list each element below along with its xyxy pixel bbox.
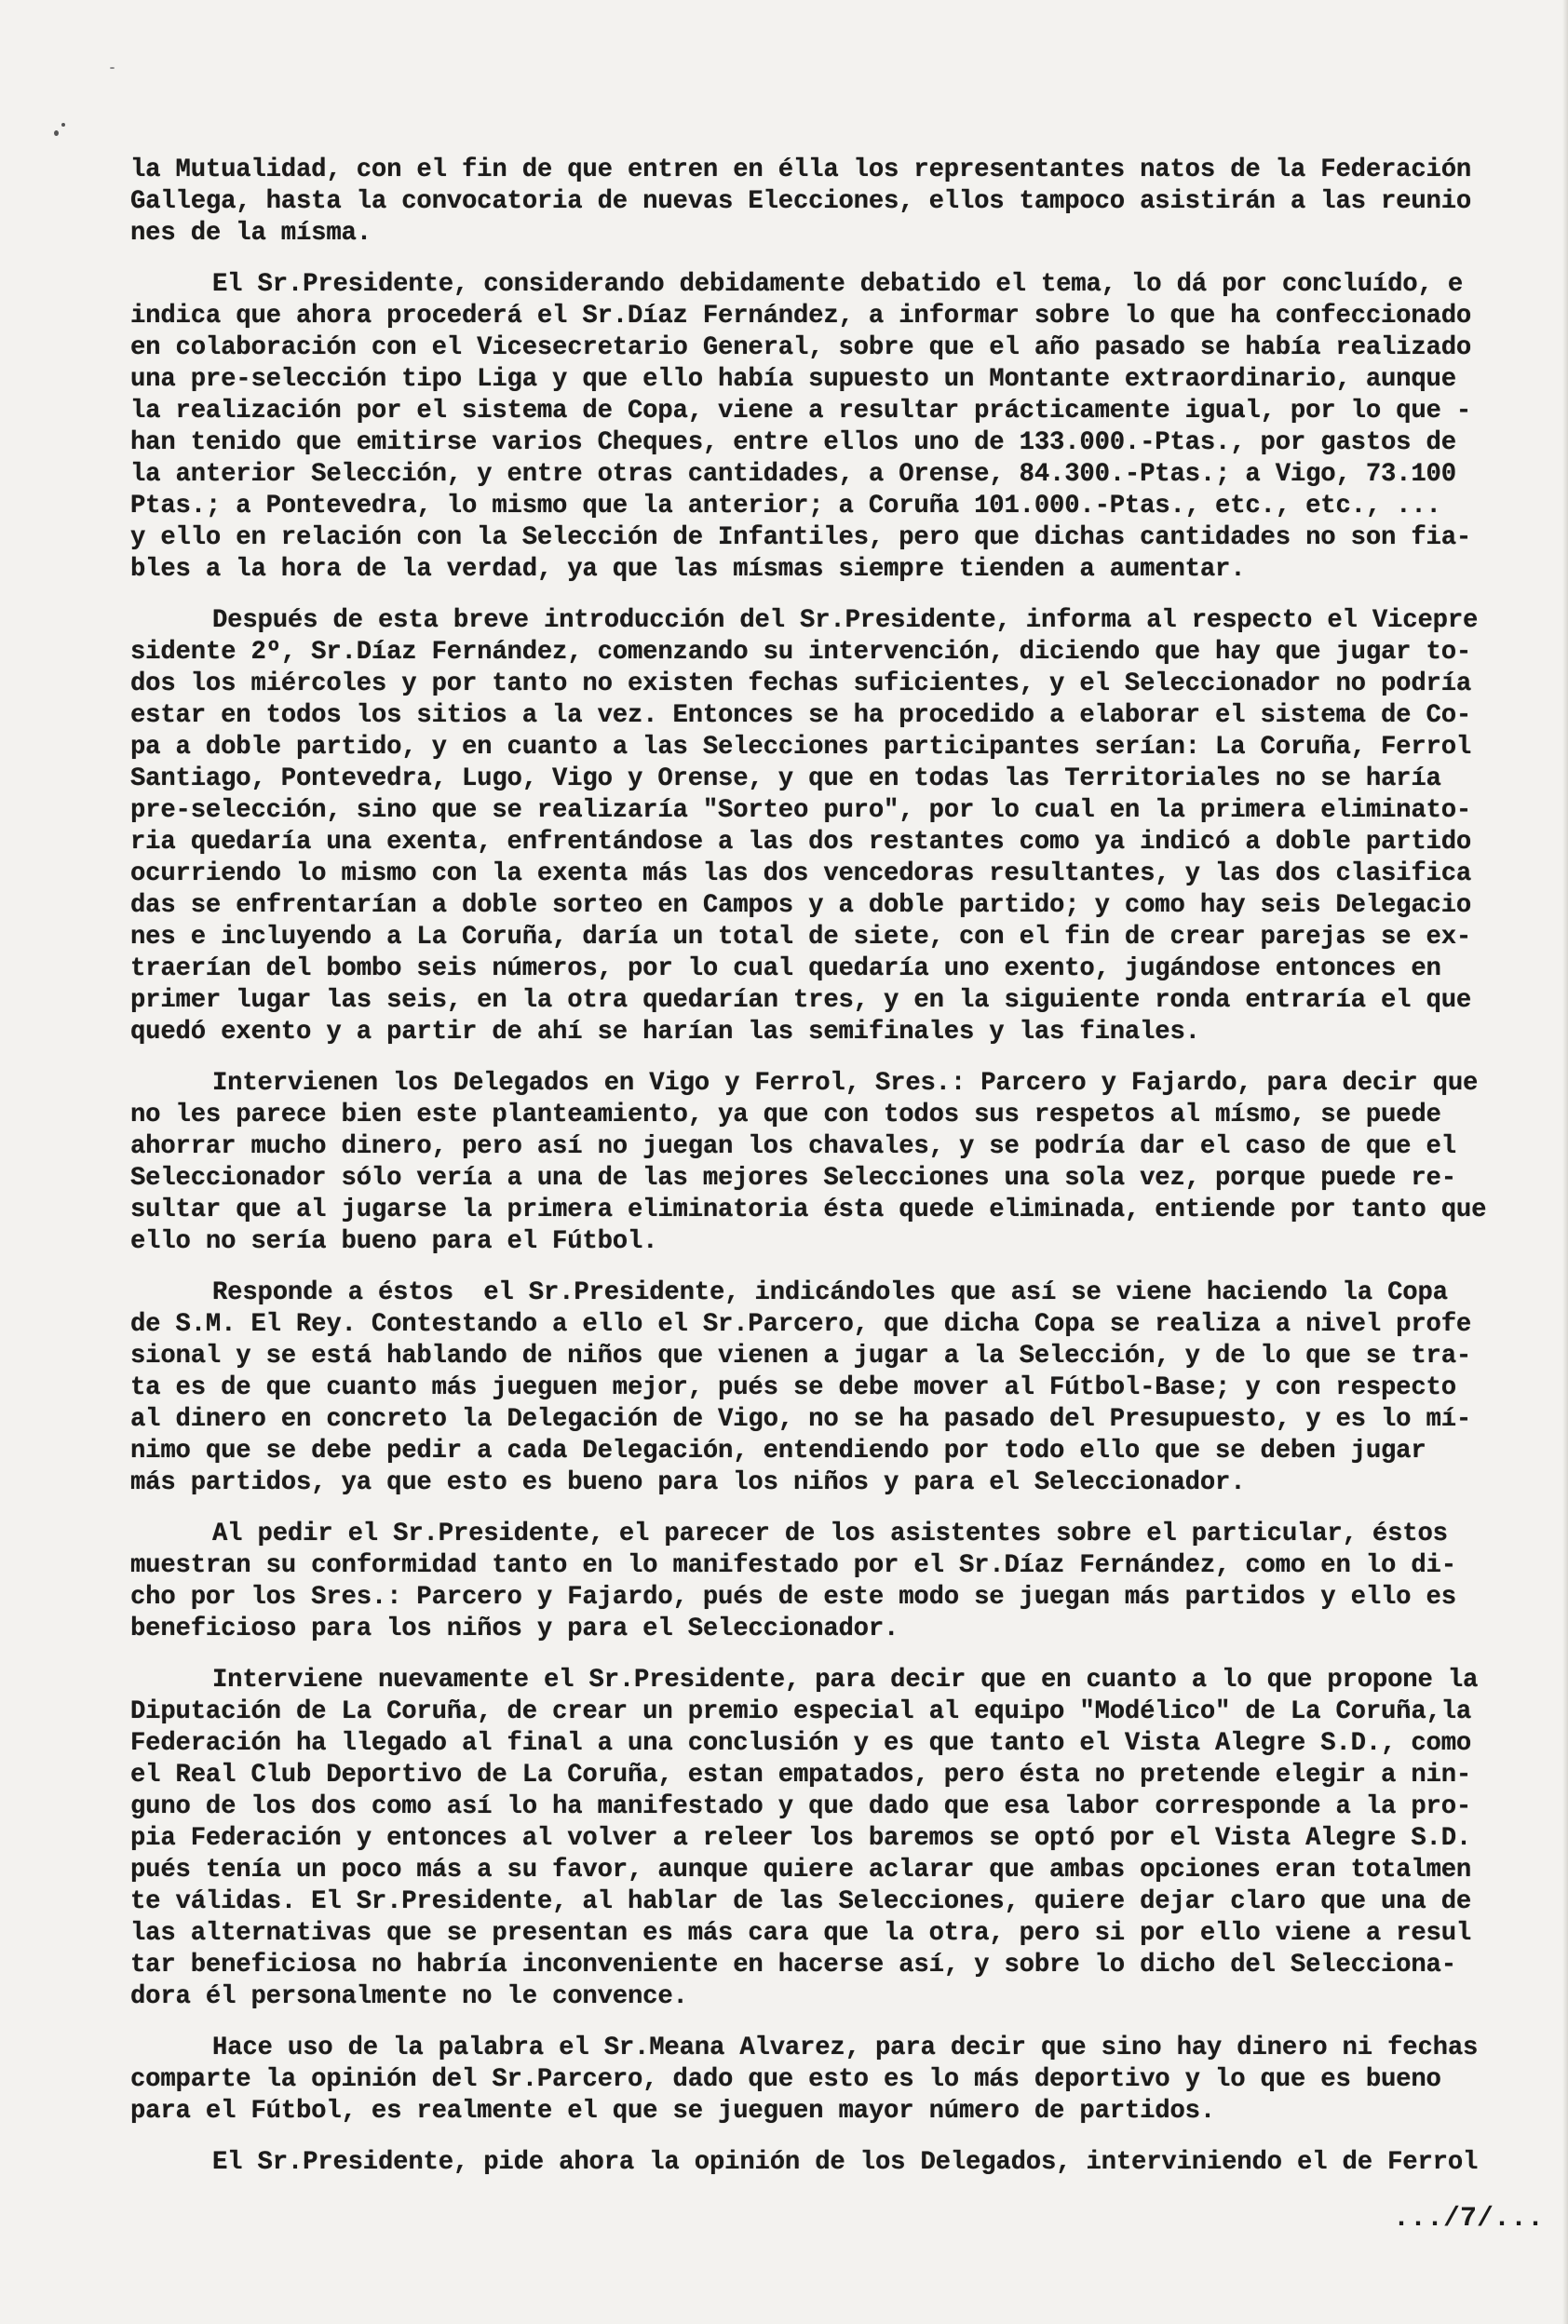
text-line: ta es de que cuanto más jueguen mejor, pués se debe mover al Fútbol-Base; y con respecto — [130, 1373, 1456, 1402]
paper-speck — [61, 123, 65, 127]
text-line: Responde a éstos el Sr.Presidente, indicándoles que así se viene haciendo la Copa — [212, 1278, 1448, 1307]
text-line: El Sr.Presidente, considerando debidamente debatido el tema, lo dá por concluído, e — [212, 270, 1464, 299]
paper-speck — [110, 67, 115, 69]
text-line: Seleccionador sólo vería a una de las mejores Selecciones una sola vez, porque puede re- — [130, 1164, 1456, 1193]
text-line: pués tenía un poco más a su favor, aunque quiere aclarar que ambas opciones eran totalmen — [130, 1856, 1472, 1885]
text-line: no les parece bien este planteamiento, ya que con todos sus respetos al mísmo, se puede — [130, 1101, 1441, 1129]
paragraph — [130, 1277, 1527, 1499]
text-line: estar en todos los sitios a la vez. Entonces se ha procedido a elaborar el sistema de Co- — [130, 701, 1472, 730]
text-line: dos los miércoles y por tanto no existen fechas suficientes, y el Seleccionador no podría — [130, 669, 1472, 698]
paragraph — [130, 155, 1527, 250]
text-line: para el Fútbol, es realmente el que se jueguen mayor número de partidos. — [130, 2097, 1216, 2126]
paper-speck — [54, 130, 59, 136]
text-line: muestran su conformidad tanto en lo manifestado por el Sr.Díaz Fernández, como en lo di- — [130, 1551, 1456, 1580]
text-line: dora él personalmente no le convence. — [130, 1982, 688, 2011]
text-line: nes de la mísma. — [130, 219, 372, 248]
text-line: sional y se está hablando de niños que vienen a jugar a la Selección, y de lo que se tra- — [130, 1342, 1472, 1371]
text-line: primer lugar las seis, en la otra quedarían tres, y en la siguiente ronda entraría el que — [130, 986, 1472, 1015]
text-line: ria quedaría una exenta, enfrentándose a las dos restantes como ya indicó a doble partido — [130, 828, 1472, 857]
text-line: las alternativas que se presentan es más cara que la otra, pero si por ello viene a resul — [130, 1919, 1472, 1948]
text-line: más partidos, ya que esto es bueno para los niños y para el Seleccionador. — [130, 1468, 1246, 1497]
paragraph — [130, 1665, 1527, 2013]
text-line: nes e incluyendo a La Coruña, daría un total de siete, con el fin de crear parejas se ex- — [130, 923, 1472, 952]
page-edge-shadow — [1562, 0, 1568, 2324]
text-line: la realización por el sistema de Copa, viene a resultar prácticamente igual, por lo que - — [130, 397, 1472, 426]
text-line: una pre-selección tipo Liga y que ello había supuesto un Montante extraordinario, aunque — [130, 365, 1456, 394]
text-line: sultar que al jugarse la primera eliminatoria ésta quede eliminada, entiende por tanto que — [130, 1196, 1487, 1224]
text-line: beneficioso para los niños y para el Seleccionador. — [130, 1615, 899, 1643]
page-number-marker: .../7/... — [1393, 2203, 1545, 2235]
text-line: te válidas. El Sr.Presidente, al hablar de las Selecciones, quiere dejar claro que una de — [130, 1887, 1472, 1916]
text-line: Al pedir el Sr.Presidente, el parecer de los asistentes sobre el particular, éstos — [212, 1520, 1448, 1548]
text-line: El Sr.Presidente, pide ahora la opinión de los Delegados, interviniendo el de Ferrol — [212, 2148, 1479, 2177]
text-line: y ello en relación con la Selección de Infantiles, pero que dichas cantidades no son fia- — [130, 523, 1472, 552]
paragraph — [130, 605, 1527, 1048]
text-line: Diputación de La Coruña, de crear un premio especial al equipo "Modélico" de La Coruña,la — [130, 1697, 1472, 1726]
text-line: ahorrar mucho dinero, pero así no juegan los chavales, y se podría dar el caso de que el — [130, 1132, 1456, 1161]
text-line: Después de esta breve introducción del Sr.Presidente, informa al respecto el Vicepre — [212, 606, 1479, 635]
text-line: Hace uso de la palabra el Sr.Meana Alvarez, para decir que sino hay dinero ni fechas — [212, 2034, 1479, 2062]
text-line: la Mutualidad, con el fin de que entren en élla los representantes natos de la Federación — [130, 155, 1472, 184]
text-line: sidente 2º, Sr.Díaz Fernández, comenzando su intervención, diciendo que hay que jugar to- — [130, 638, 1472, 667]
paragraph — [130, 1068, 1527, 1258]
paragraph — [130, 269, 1527, 586]
text-line: quedó exento y a partir de ahí se harían las semifinales y las finales. — [130, 1018, 1200, 1047]
text-line: das se enfrentarían a doble sorteo en Campos y a doble partido; y como hay seis Delegacio — [130, 891, 1472, 920]
text-line: han tenido que emitirse varios Cheques, entre ellos uno de 133.000.-Ptas., por gastos de — [130, 428, 1456, 457]
text-line: tar beneficiosa no habría inconveniente en hacerse así, y sobre lo dicho del Selecciona- — [130, 1951, 1456, 1979]
text-line: Gallega, hasta la convocatoria de nuevas Elecciones, ellos tampoco asistirán a las reunio — [130, 187, 1472, 216]
text-line: comparte la opinión del Sr.Parcero, dado que esto es lo más deportivo y lo que es bueno — [130, 2065, 1441, 2094]
text-line: bles a la hora de la verdad, ya que las mísmas siempre tienden a aumentar. — [130, 555, 1246, 584]
text-line: ello no sería bueno para el Fútbol. — [130, 1227, 658, 1256]
text-line: pa a doble partido, y en cuanto a las Selecciones participantes serían: La Coruña, Ferrol — [130, 733, 1472, 762]
text-line: en colaboración con el Vicesecretario General, sobre que el año pasado se había realizado — [130, 333, 1472, 362]
text-line: indica que ahora procederá el Sr.Díaz Fernández, a informar sobre lo que ha confeccionado — [130, 302, 1472, 331]
text-line: traerían del bombo seis números, por lo cual quedaría uno exento, jugándose entonces en — [130, 954, 1441, 983]
paragraph — [130, 2033, 1527, 2128]
paragraph — [130, 1519, 1527, 1645]
text-line: pia Federación y entonces al volver a releer los baremos se optó por el Vista Alegre S.D. — [130, 1824, 1472, 1853]
paragraph — [130, 2147, 1527, 2179]
text-line: pre-selección, sino que se realizaría "Sorteo puro", por lo cual en la primera eliminato- — [130, 796, 1472, 825]
text-line: al dinero en concreto la Delegación de Vigo, no se ha pasado del Presupuesto, y es lo mí- — [130, 1405, 1472, 1434]
text-line: la anterior Selección, y entre otras cantidades, a Orense, 84.300.-Ptas.; a Vigo, 73.100 — [130, 460, 1456, 489]
text-line: Intervienen los Delegados en Vigo y Ferrol, Sres.: Parcero y Fajardo, para decir que — [212, 1069, 1479, 1098]
text-line: nimo que se debe pedir a cada Delegación, entendiendo por todo ello que se deben jugar — [130, 1437, 1426, 1466]
text-line: Ptas.; a Pontevedra, lo mismo que la anterior; a Coruña 101.000.-Ptas., etc., etc., ... — [130, 492, 1441, 520]
text-line: Interviene nuevamente el Sr.Presidente, para decir que en cuanto a lo que propone la — [212, 1666, 1479, 1695]
text-line: guno de los dos como así lo ha manifestado y que dado que esa labor corresponde a la pro- — [130, 1792, 1472, 1821]
text-line: el Real Club Deportivo de La Coruña, estan empatados, pero ésta no pretende elegir a nin- — [130, 1761, 1472, 1790]
text-line: Federación ha llegado al final a una conclusión y es que tanto el Vista Alegre S.D., como — [130, 1729, 1472, 1758]
text-line: Santiago, Pontevedra, Lugo, Vigo y Orense, y que en todas las Territoriales no se haría — [130, 764, 1441, 793]
document-body — [130, 155, 1527, 2198]
text-line: ocurriendo lo mismo con la exenta más las dos vencedoras resultantes, y las dos clasifica — [130, 859, 1472, 888]
text-line: cho por los Sres.: Parcero y Fajardo, pués de este modo se juegan más partidos y ello es — [130, 1583, 1456, 1612]
text-line: de S.M. El Rey. Contestando a ello el Sr.Parcero, que dicha Copa se realiza a nivel profe — [130, 1310, 1472, 1339]
